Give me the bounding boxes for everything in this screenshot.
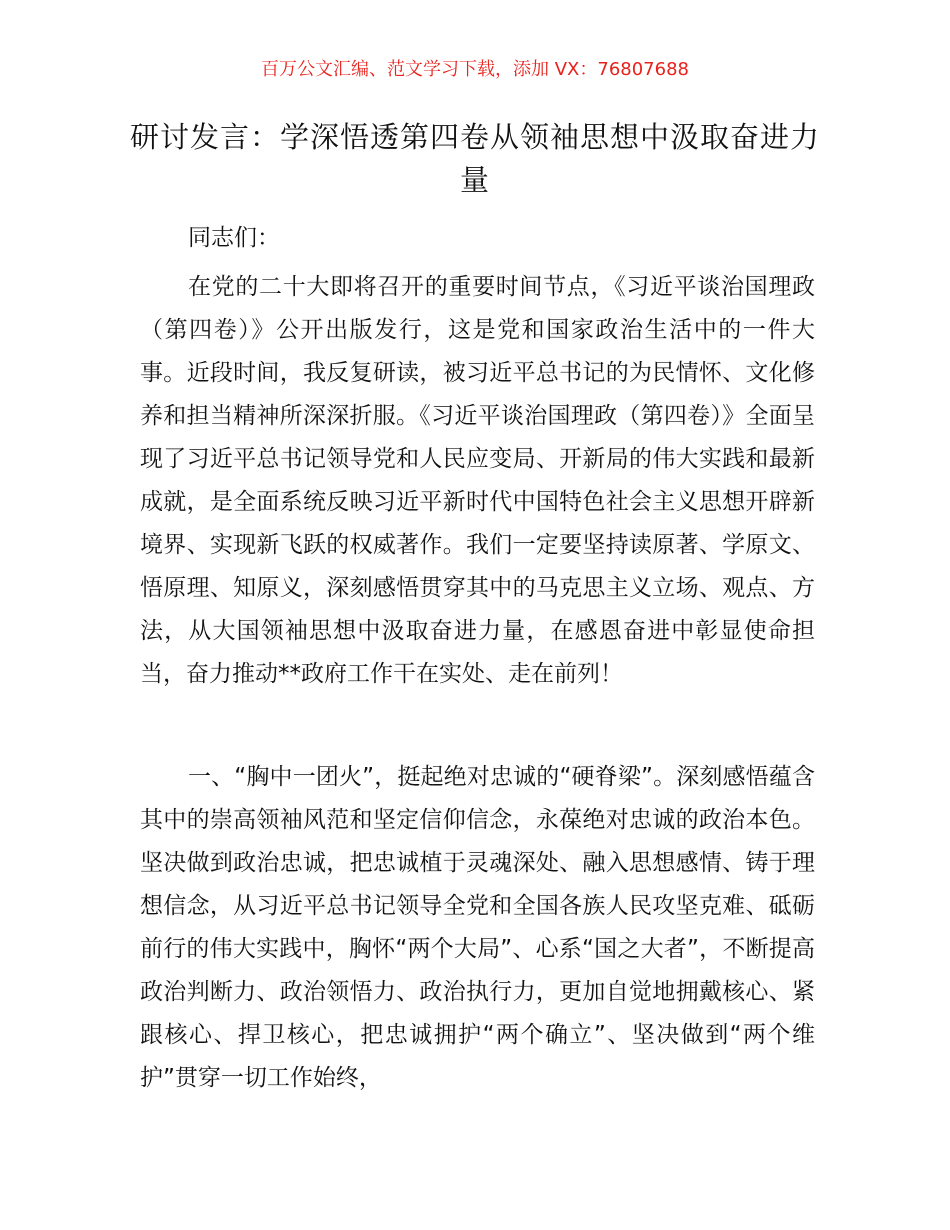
- document-title: 研讨发言：学深悟透第四卷从领袖思想中汲取奋进力量: [129, 120, 820, 197]
- paragraph-section-one: 一、“胸中一团火”，挺起绝对忠诚的“硬脊梁”。深刻感悟蕴含其中的崇高领袖风范和坚定信仰信念，永葆绝对忠诚的政治本色。坚决做到政治忠诚，把忠诚植于灵魂深处、融入思想感情、铸于理想信念，从习近平总书记领导全党和全国各族人民攻坚克难、砥砺前行的伟大实践中，胸怀“两个大局”、心系“国之大者”，不断提高政治判断力、政治领悟力、政治执行力，更加自觉地拥戴核心、紧跟核心、捍卫核心，把忠诚拥护“两个确立”、坚决做到“两个维护”贯穿一切工作始终，: [140, 764, 815, 1091]
- greeting: 同志们：: [188, 225, 280, 251]
- paragraph-intro: 在党的二十大即将召开的重要时间节点，《习近平谈治国理政（第四卷）》公开出版发行，这是党和国家政治生活中的一件大事。近段时间，我反复研读，被习近平总书记的为民情怀、文化修养和担当精神所深深折服。《习近平谈治国理政（第四卷）》全面呈现了习近平总书记领导党和人民应变局、开新局的伟大实践和最新成就，是全面系统反映习近平新时代中国特色社会主义思想开辟新境界、实现新飞跃的权威著作。我们一定要坚持读原著、学原文、悟原理、知原义，深刻感悟贯穿其中的马克思主义立场、观点、方法，从大国领袖思想中汲取奋进力量，在感恩奋进中彰显使命担当，奋力推动**政府工作干在实处、走在前列！: [140, 274, 815, 687]
- header-note: 百万公文汇编、范文学习下载，添加 VX：76807688: [261, 59, 689, 80]
